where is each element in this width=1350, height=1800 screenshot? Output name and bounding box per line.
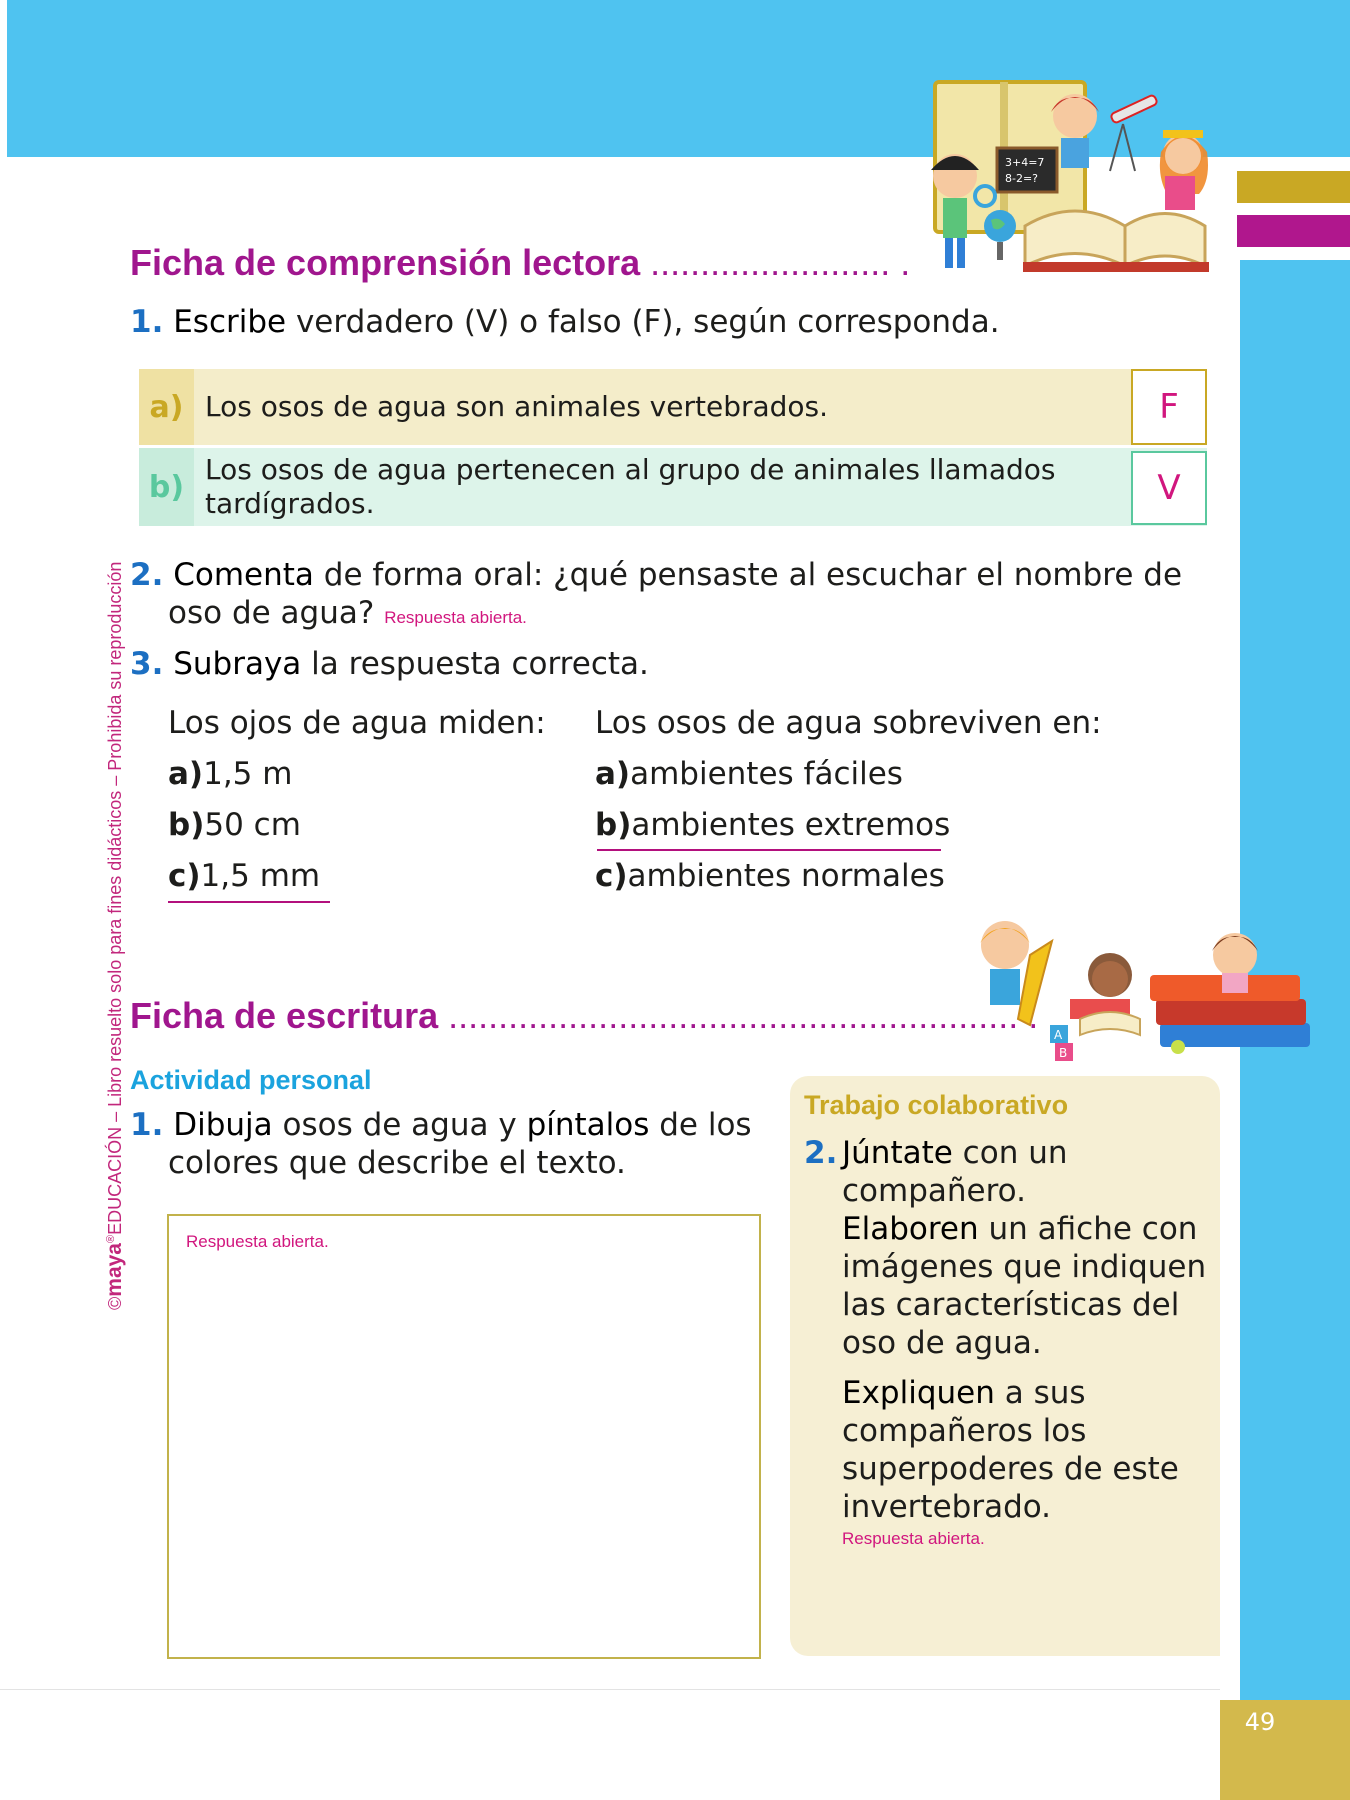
section-title-escritura — [130, 995, 1038, 1037]
magenta-stripe — [1237, 215, 1350, 247]
question-1 — [130, 303, 1000, 341]
question-text-cont: colores que describe el texto. — [168, 1145, 626, 1181]
question-2 — [130, 556, 1210, 637]
row-statement: Los osos de agua son animales vertebrados. — [205, 390, 829, 423]
answer-underline-col2 — [597, 849, 941, 851]
title-dots: ......................................................... . — [448, 995, 1039, 1036]
collaborative-label: Trabajo colaborativo — [804, 1090, 1069, 1120]
ball-icon — [1171, 1040, 1185, 1054]
collab-answer-note: Respuesta abierta. — [842, 1529, 985, 1548]
answer-note: Respuesta abierta. — [384, 608, 527, 627]
instruction-verb-2: Elaboren — [842, 1211, 979, 1247]
section-title-comprension — [130, 242, 910, 284]
top-banner-edge — [0, 0, 7, 157]
brand-name: maya — [103, 1243, 126, 1297]
instruction-text: con un compañero. — [842, 1135, 1068, 1209]
side-credit — [103, 562, 127, 1310]
girl-reading — [1160, 130, 1208, 210]
question-text-end: de los — [649, 1107, 752, 1143]
option-letter: c) — [595, 858, 628, 894]
collaborative-instructions — [804, 1134, 1214, 1552]
drawing-area[interactable] — [167, 1214, 761, 1659]
question-text-cont: oso de agua? — [168, 595, 375, 631]
vf-row-a — [139, 369, 1207, 445]
col1-title: Los ojos de agua miden: — [168, 705, 546, 741]
instruction-verb-3: Expliquen — [842, 1375, 995, 1411]
registered-symbol: ® — [105, 1234, 117, 1244]
gold-stripe — [1237, 171, 1350, 203]
option-text: 1,5 mm — [200, 858, 321, 894]
kids-pencil-illustration — [960, 915, 1320, 1065]
question-text: osos de agua y — [272, 1107, 527, 1143]
escritura-question-1 — [130, 1106, 770, 1182]
question-3 — [130, 645, 649, 683]
title-dots: ........................ . — [650, 242, 911, 283]
block-letter-b: B — [1059, 1046, 1068, 1060]
instruction-verb-2: píntalos — [526, 1107, 650, 1143]
col1-option-b[interactable] — [168, 807, 301, 843]
telescope-icon — [1110, 94, 1158, 171]
option-letter: a) — [168, 756, 204, 792]
copyright-symbol: © — [105, 1296, 125, 1310]
question-number: 2. — [804, 1135, 838, 1171]
page-number: 49 — [1244, 1708, 1276, 1736]
instruction-verb: Escribe — [173, 304, 287, 340]
instruction-text-3: a sus compañeros los superpoderes de este invertebrado. — [842, 1375, 1179, 1525]
instruction-verb: Subraya — [173, 646, 302, 682]
instruction-text-2: un afiche con imágenes que indiquen las características del oso de agua. — [842, 1211, 1207, 1361]
answer-box[interactable]: V — [1131, 451, 1207, 525]
block-letter-a: A — [1054, 1028, 1063, 1042]
answer-box[interactable]: F — [1131, 369, 1207, 445]
instruction-verb: Dibuja — [173, 1107, 273, 1143]
option-text: 1,5 m — [203, 756, 293, 792]
chalkboard-line-1: 3+4=7 — [1005, 156, 1045, 169]
question-number: 2. — [130, 557, 164, 593]
chalkboard — [997, 148, 1057, 192]
globe-icon — [984, 210, 1016, 260]
col2-option-c[interactable] — [595, 858, 945, 894]
chalkboard-line-2: 8-2=? — [1005, 172, 1039, 185]
question-text: la respuesta correcta. — [301, 646, 649, 682]
answer-underline-col1 — [168, 901, 330, 903]
col1-option-c[interactable] — [168, 858, 320, 894]
drawing-answer-note: Respuesta abierta. — [186, 1232, 329, 1251]
col2-title: Los osos de agua sobreviven en: — [595, 705, 1102, 741]
comprension-title-text: Ficha de comprensión lectora — [130, 242, 641, 283]
credit-text: EDUCACIÓN – Libro resuelto solo para fines didácticos – Prohibida su reproducción — [105, 561, 125, 1235]
open-book — [1023, 211, 1209, 272]
col2-option-a[interactable] — [595, 756, 903, 792]
question-text: verdadero (V) o falso (F), según corresponda. — [286, 304, 1000, 340]
boy-reading-lying — [1070, 953, 1140, 1035]
kids-books-illustration — [895, 76, 1215, 286]
option-text: ambientes fáciles — [630, 756, 903, 792]
row-letter: b) — [139, 448, 194, 526]
option-text: 50 cm — [204, 807, 301, 843]
row-letter: a) — [139, 369, 194, 445]
col1-option-a[interactable] — [168, 756, 292, 792]
escritura-title-text: Ficha de escritura — [130, 995, 439, 1036]
option-text: ambientes extremos — [631, 807, 951, 843]
row-statement: Los osos de agua pertenecen al grupo de animales llamados tardígrados. — [205, 453, 1056, 520]
option-text: ambientes normales — [627, 858, 945, 894]
option-letter: c) — [168, 858, 201, 894]
question-number: 1. — [130, 304, 164, 340]
col2-option-b[interactable] — [595, 807, 950, 843]
instruction-verb: Comenta — [173, 557, 314, 593]
vf-row-b — [139, 448, 1207, 526]
question-number: 3. — [130, 646, 164, 682]
question-text: de forma oral: ¿qué pensaste al escuchar el nombre de — [313, 557, 1183, 593]
option-letter: b) — [595, 807, 632, 843]
alphabet-blocks — [1050, 1025, 1073, 1061]
option-letter: b) — [168, 807, 205, 843]
footer-divider — [0, 1689, 1220, 1690]
activity-label: Actividad personal — [130, 1065, 372, 1095]
question-number: 1. — [130, 1107, 164, 1143]
instruction-verb: Júntate — [842, 1135, 953, 1171]
option-letter: a) — [595, 756, 631, 792]
